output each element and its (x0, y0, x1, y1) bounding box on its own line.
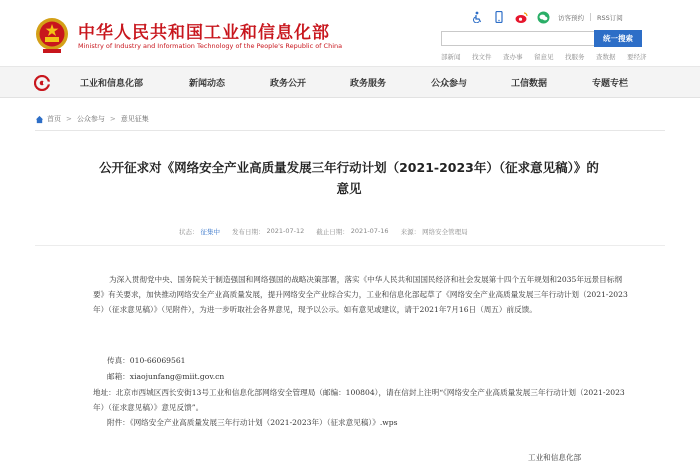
site-title[interactable]: 中华人民共和国工业和信息化部 (78, 23, 330, 43)
miit-logo-icon[interactable] (34, 75, 50, 91)
breadcrumb-separator: > (109, 115, 116, 123)
breadcrumb-public-participation[interactable]: 公众参与 (76, 115, 105, 123)
quick-link-economy[interactable]: 要经济 (627, 53, 647, 61)
deadline-label: 截止日期： (316, 228, 349, 236)
weibo-icon[interactable] (514, 10, 528, 24)
nav-item-gov-services[interactable]: 政务服务 (350, 79, 387, 89)
source-label: 来源： (400, 228, 421, 236)
quick-link-find-service[interactable]: 找服务 (565, 53, 585, 61)
rss-link[interactable]: RSS订阅 (597, 13, 623, 22)
fax-line: 传真：010-66069561 (107, 356, 186, 365)
mobile-icon[interactable] (492, 10, 506, 24)
publish-date-label: 发布日期： (232, 228, 265, 236)
accessibility-icon[interactable] (470, 10, 484, 24)
breadcrumb-separator: > (66, 115, 72, 123)
utility-bar (470, 9, 629, 25)
publish-date: 2021-07-12 (266, 227, 305, 235)
nav-item-special-topics[interactable]: 专题专栏 (592, 79, 629, 89)
wechat-icon[interactable] (536, 10, 550, 24)
meta-divider (35, 245, 665, 246)
nav-item-public-participation[interactable]: 公众参与 (431, 79, 468, 89)
site-subtitle: Ministry of Industry and Information Technology of the People's Republic of China (78, 42, 343, 50)
article-paragraph: 为深入贯彻党中央、国务院关于制造强国和网络强国的战略决策部署，落实《中华人民共和国国民经济和社会发展第十四个五年规划和2035年远景目标纲要》有关要求，加快推动网络安全产业高质量发展，提升网络安全产业综合实力，工业和信息化部起草了《网络安全产业高质量发展三年行动计划（2021-2023年）（征求意见稿）》（见附件），为进一步听取社会各界意见，现予以公示。如有意见或建议，请于2021年7月16日（周五）前反馈。 (93, 275, 628, 314)
source-value: 网络安全管理局 (422, 228, 468, 236)
breadcrumb-divider (35, 130, 665, 131)
status-label: 状态： (179, 228, 199, 236)
address-paragraph: 地址：北京市西城区西长安街13号工业和信息化部网络安全管理局（邮编：100804），请在信封上注明“《网络安全产业高质量发展三年行动计划（2021-2023年）（征求意见稿）》意见反馈”。 (93, 388, 625, 412)
signature: 工业和信息化部 (528, 453, 582, 462)
nav-item-miit[interactable]: 工业和信息化部 (80, 79, 144, 89)
national-emblem-icon[interactable] (35, 16, 69, 54)
breadcrumb-home[interactable]: 首页 (47, 115, 61, 123)
unified-search-button[interactable]: 统一搜索 (594, 30, 642, 47)
nav-item-gov-affairs[interactable]: 政务公开 (270, 79, 307, 89)
quick-link-news[interactable]: 部新闻 (441, 53, 461, 61)
quick-link-feedback[interactable]: 留意见 (534, 53, 554, 61)
attachment-link[interactable]: 附件：《网络安全产业高质量发展三年行动计划（2021-2023年）（征求意见稿）》.wps (107, 418, 398, 427)
breadcrumb (35, 114, 149, 124)
site-header (0, 0, 700, 66)
nav-item-news[interactable]: 新闻动态 (189, 79, 226, 89)
quick-links (441, 52, 658, 61)
main-nav (0, 66, 700, 98)
search-input[interactable] (441, 31, 595, 46)
article-meta (179, 227, 480, 236)
breadcrumb-opinion-collection[interactable]: 意见征集 (120, 115, 149, 123)
article-title: 公开征求对《网络安全产业高质量发展三年行动计划（2021-2023年）（征求意见稿）》的意见 (99, 160, 599, 196)
quick-link-data[interactable]: 查数据 (596, 53, 616, 61)
deadline-date: 2021-07-16 (350, 227, 389, 235)
home-icon (35, 115, 44, 124)
quick-link-services[interactable]: 查办事 (503, 53, 523, 61)
util-divider (590, 13, 591, 21)
nav-item-data[interactable]: 工信数据 (511, 79, 548, 89)
visitor-booking-link[interactable]: 访客预约 (558, 13, 584, 22)
quick-link-files[interactable]: 找文件 (472, 53, 492, 61)
email-line[interactable]: 邮箱：xiaojunfang@miit.gov.cn (107, 372, 225, 381)
status-badge: 征集中 (200, 228, 220, 236)
